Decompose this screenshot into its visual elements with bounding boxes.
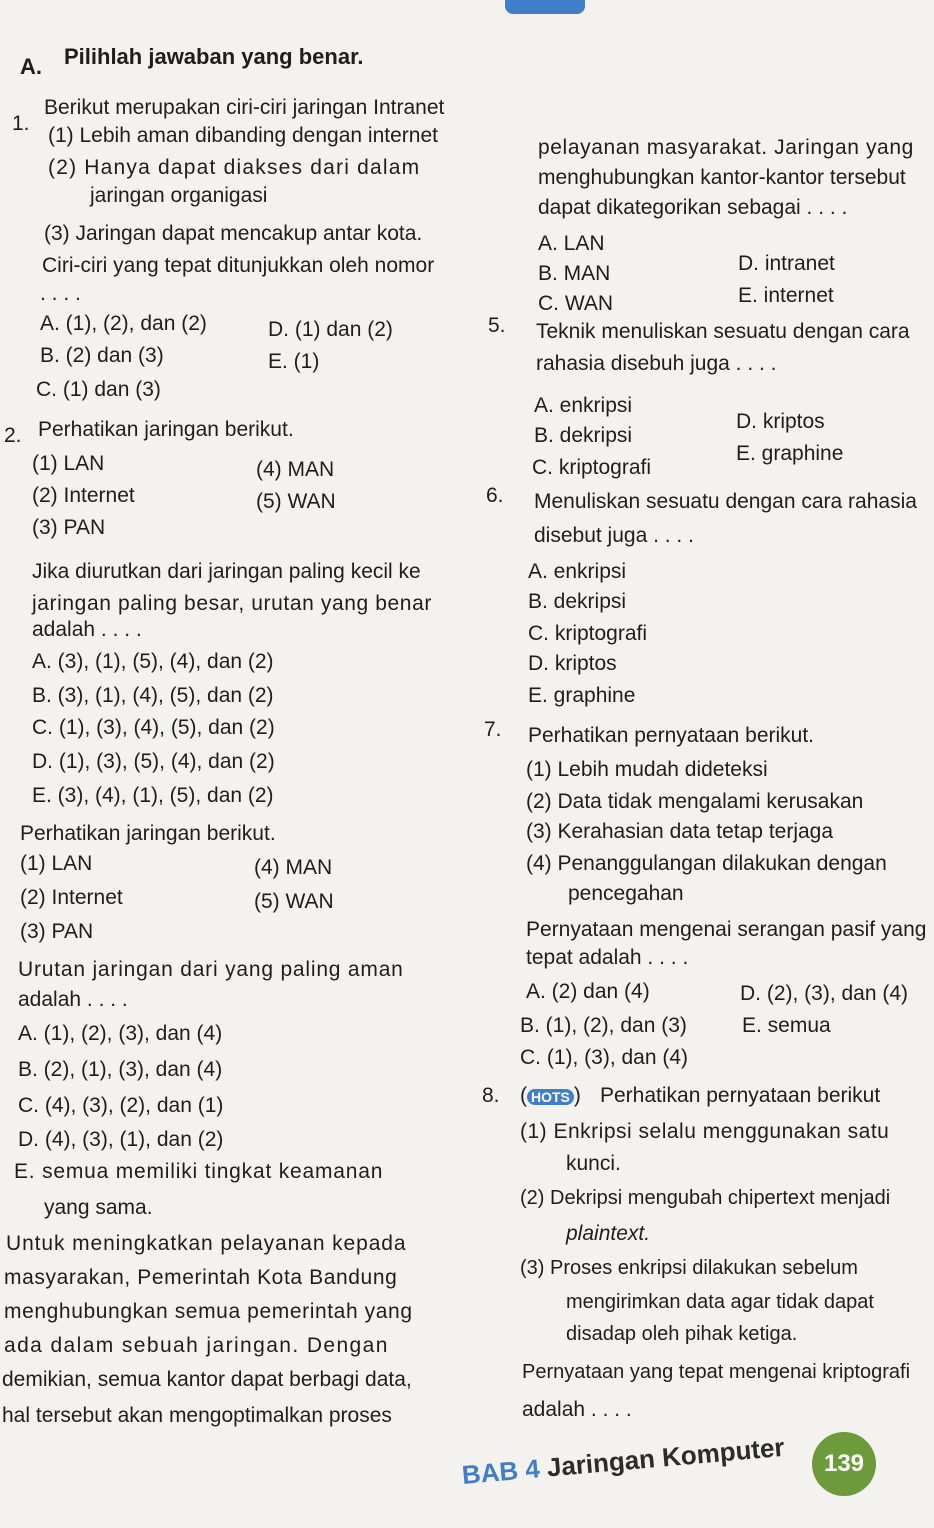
option-b[interactable]: B. (2), (1), (3), dan (4) [18,1058,223,1081]
question-prompt-1: Jika diurutkan dari jaringan paling kecil ke [32,560,421,583]
section-letter: A. [20,54,42,79]
question-line-3: menghubungkan semua pemerintah yang [4,1300,413,1323]
question-prompt: Ciri-ciri yang tepat ditunjukkan oleh nomor [42,254,435,277]
question-line-2: disebut juga . . . . [534,524,694,547]
option-c[interactable]: C. (1), (3), dan (4) [520,1046,689,1069]
option-d[interactable]: D. kriptos [528,652,617,675]
page-number: 139 [812,1432,876,1496]
question-prompt-2: jaringan paling besar, urutan yang benar [32,592,432,615]
question-line-5: demikian, semua kantor dapat berbagi data, [2,1368,412,1391]
question-line-8: menghubungkan kantor-kantor tersebut [538,166,906,189]
statement-2: (2) Hanya dapat diakses dari dalam [48,156,421,179]
statement-4-cont: pencegahan [568,882,684,905]
section-title: Pilihlah jawaban yang benar. [64,44,364,69]
statement-1: (1) Lebih mudah dideteksi [526,758,768,781]
question-stem: Perhatikan jaringan berikut. [20,822,276,845]
option-b[interactable]: B. (2) dan (3) [40,344,164,367]
question-stem: Perhatikan pernyataan berikut [600,1084,881,1107]
network-2: (2) Internet [20,886,123,909]
option-a[interactable]: A. (1), (2), (3), dan (4) [18,1022,223,1045]
question-number: 6. [486,484,504,507]
network-2: (2) Internet [32,484,135,507]
option-e[interactable]: E. (3), (4), (1), (5), dan (2) [32,784,274,807]
option-d[interactable]: D. (2), (3), dan (4) [740,982,909,1005]
option-b[interactable]: B. MAN [538,262,611,285]
question-line-2: rahasia disebuh juga . . . . [536,352,777,375]
statement-3: (3) Kerahasian data tetap terjaga [526,820,834,843]
option-b[interactable]: B. dekripsi [528,590,627,613]
question-number: 1. [12,112,30,135]
question-line-1: Teknik menuliskan sesuatu dengan cara [536,320,910,343]
question-stem: Perhatikan pernyataan berikut. [528,724,815,747]
question-prompt-2: adalah . . . . [18,988,128,1011]
question-prompt-2: adalah . . . . [522,1398,632,1421]
statement-1: (1) Enkripsi selalu menggunakan satu [520,1120,890,1143]
question-prompt-2: tepat adalah . . . . [526,946,689,969]
option-e-cont: yang sama. [44,1196,153,1219]
option-a[interactable]: A. (3), (1), (5), (4), dan (2) [32,650,274,673]
option-c[interactable]: C. WAN [538,292,614,315]
statement-3-cont-2: disadap oleh pihak ketiga. [566,1323,798,1345]
statement-2: (2) Dekripsi mengubah chipertext menjadi [520,1187,891,1209]
option-b[interactable]: B. (3), (1), (4), (5), dan (2) [32,684,274,707]
option-c[interactable]: C. (4), (3), (2), dan (1) [18,1094,224,1117]
question-stem: Perhatikan jaringan berikut. [38,418,294,441]
option-c[interactable]: C. (1), (3), (4), (5), dan (2) [32,716,275,739]
option-d[interactable]: D. (1), (3), (5), (4), dan (2) [32,750,275,773]
network-5: (5) WAN [254,890,334,913]
question-number: 8. [482,1084,500,1107]
option-e[interactable]: E. (1) [268,350,320,373]
prompt-dots: . . . . [40,282,81,305]
question-number: 5. [488,314,506,337]
option-a[interactable]: A. (2) dan (4) [526,980,650,1003]
question-prompt-1: Pernyataan mengenai serangan pasif yang [526,918,927,941]
option-e[interactable]: E. graphine [528,684,636,707]
network-3: (3) PAN [20,920,94,943]
question-line-1: Untuk meningkatkan pelayanan kepada [6,1232,407,1255]
chapter-footer [461,1432,786,1491]
hots-label: HOTS [527,1089,574,1105]
question-number: 7. [484,718,502,741]
statement-3-cont: mengirimkan data agar tidak dapat [566,1291,874,1313]
statement-4: (4) Penanggulangan dilakukan dengan [526,852,887,875]
question-line-6: hal tersebut akan mengoptimalkan proses [2,1404,392,1427]
option-e[interactable]: E. internet [738,284,834,307]
option-d[interactable]: D. kriptos [736,410,825,433]
question-prompt-1: Urutan jaringan dari yang paling aman [18,958,404,981]
option-c[interactable]: C. (1) dan (3) [36,378,161,401]
option-a[interactable]: A. enkripsi [528,560,627,583]
option-b[interactable]: B. (1), (2), dan (3) [520,1014,687,1037]
question-line-4: ada dalam sebuah jaringan. Dengan [4,1334,389,1357]
option-c[interactable]: C. kriptografi [528,622,648,645]
question-stem: Berikut merupakan ciri-ciri jaringan Intranet [44,96,445,119]
statement-3: (3) Jaringan dapat mencakup antar kota. [44,222,423,245]
network-1: (1) LAN [32,452,105,475]
statement-3: (3) Proses enkripsi dilakukan sebelum [520,1257,858,1279]
chapter-number: BAB 4 [460,1453,541,1490]
statement-2-cont: plaintext. [566,1222,651,1245]
question-line-1: Menuliskan sesuatu dengan cara rahasia [534,490,917,513]
question-number: 2. [4,424,22,447]
option-e[interactable]: E. semua memiliki tingkat keamanan [14,1160,384,1183]
statement-1: (1) Lebih aman dibanding dengan internet [48,124,438,147]
option-a[interactable]: A. enkripsi [534,394,633,417]
statement-2: (2) Data tidak mengalami kerusakan [526,790,864,813]
network-4: (4) MAN [256,458,335,481]
question-line-7: pelayanan masyarakat. Jaringan yang [538,136,914,159]
network-4: (4) MAN [254,856,333,879]
statement-2-cont: jaringan organigasi [90,184,268,207]
option-a[interactable]: A. LAN [538,232,605,255]
option-d[interactable]: D. (1) dan (2) [268,318,393,341]
option-e[interactable]: E. graphine [736,442,844,465]
option-c[interactable]: C. kriptografi [532,456,652,479]
option-e[interactable]: E. semua [742,1014,831,1037]
network-3: (3) PAN [32,516,106,539]
question-prompt-3: adalah . . . . [32,618,142,641]
question-line-2: masyarakan, Pemerintah Kota Bandung [4,1266,398,1289]
option-a[interactable]: A. (1), (2), dan (2) [40,312,207,335]
question-prompt-1: Pernyataan yang tepat mengenai kriptografi [522,1361,911,1383]
network-5: (5) WAN [256,490,336,513]
network-1: (1) LAN [20,852,93,875]
option-d[interactable]: D. intranet [738,252,835,275]
hots-badge: ( HOTS ) [520,1084,581,1107]
option-d[interactable]: D. (4), (3), (1), dan (2) [18,1128,224,1151]
chapter-title: Jaringan Komputer [545,1431,786,1483]
top-tab-decoration [505,0,585,14]
question-line-9: dapat dikategorikan sebagai . . . . [538,196,848,219]
option-b[interactable]: B. dekripsi [534,424,633,447]
statement-1-cont: kunci. [566,1152,621,1175]
